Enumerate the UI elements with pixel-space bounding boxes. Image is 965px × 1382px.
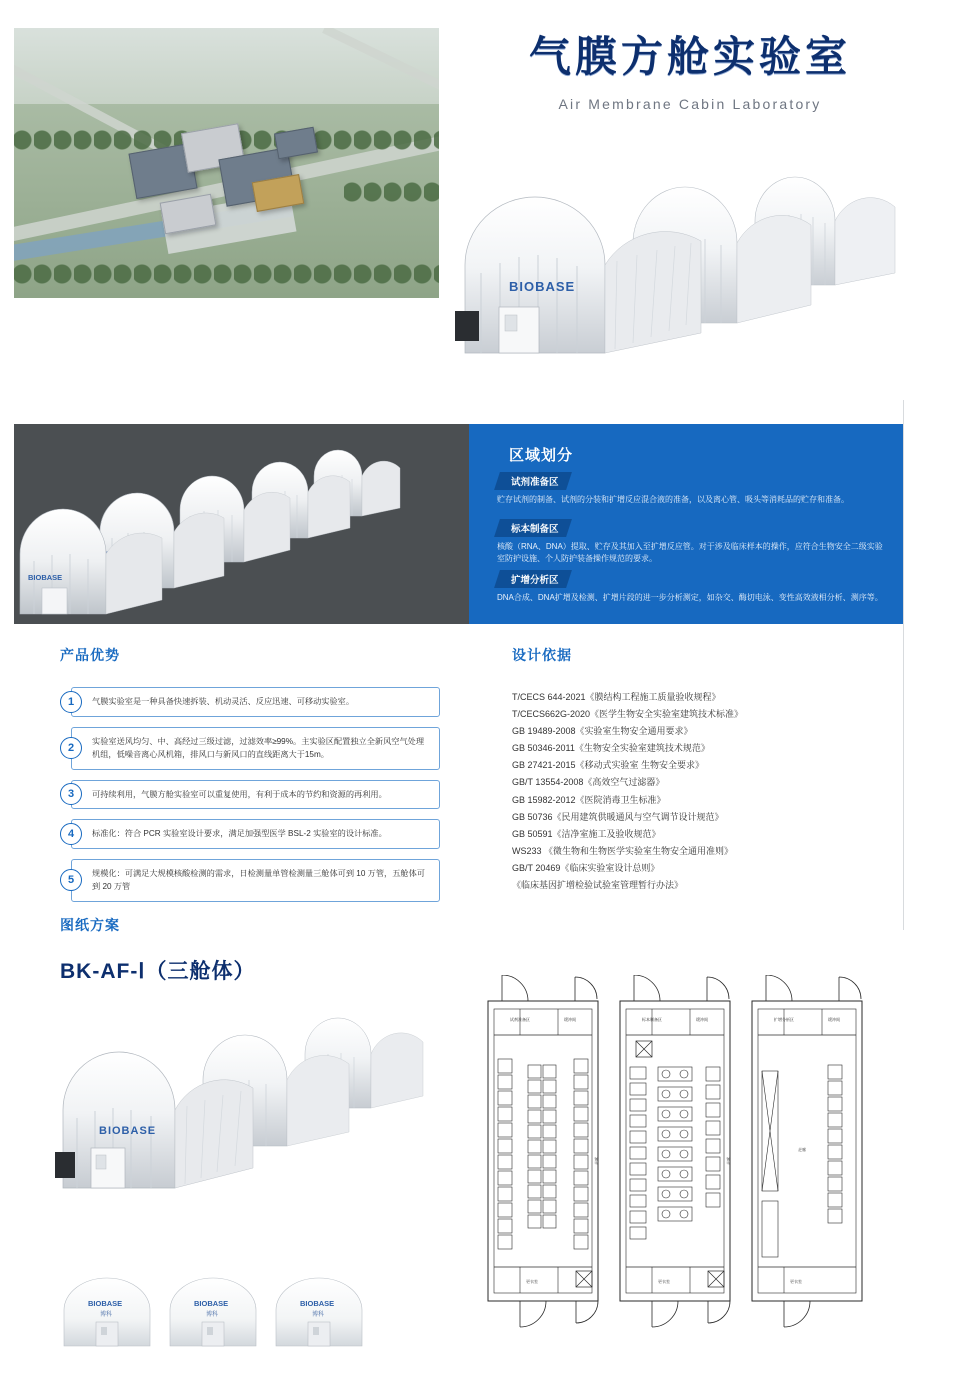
basis-item: GB 50736《民用建筑供暖通风与空气调节设计规范》	[512, 811, 724, 822]
page-header	[0, 0, 965, 400]
cabin-render-header	[455, 155, 955, 385]
advantage-text: 可持续利用，气膜方舱实验室可以重复使用，有利于成本的节约和资源的再利用。	[71, 780, 440, 810]
basis-item: GB 19489-2008《实验室生物安全通用要求》	[512, 726, 693, 737]
advantage-text: 实验室送风均匀、中、高经过三级过滤，过滤效率≥99%。主实验区配置独立全新风空气处理机组，低噪音离心风机箱，排风口与新风口的直线距离大于15m。	[71, 727, 440, 770]
zone-item-amplification	[497, 570, 887, 604]
svg-text:缓冲间: 缓冲间	[828, 1017, 840, 1022]
page-subtitle: Air Membrane Cabin Laboratory	[558, 96, 822, 112]
advantage-item	[60, 859, 440, 902]
photo-trees	[14, 260, 439, 290]
svg-text:BIOBASE: BIOBASE	[28, 573, 63, 582]
svg-text:走廊: 走廊	[594, 1157, 599, 1165]
design-basis-list	[512, 689, 912, 894]
zone-tag-label: 扩增分析区	[511, 575, 559, 586]
advantage-text: 气膜实验室是一种具备快速拆装、机动灵活、反应迅速、可移动实验室。	[71, 687, 440, 717]
zone-band	[0, 424, 965, 624]
zone-body: DNA合成、DNA扩增及检测、扩增片段的进一步分析测定，如杂交、酶切电泳、变性高效液相分析、测序等。	[497, 593, 883, 602]
advantage-item	[60, 819, 440, 849]
cabin-render-dark	[14, 424, 469, 624]
basis-item: T/CECS 644-2021《膜结构工程施工质量验收规程》	[512, 692, 721, 702]
basis-item: 《临床基因扩增检验试验室管理暂行办法》	[512, 880, 684, 891]
zone-tag-label: 试剂准备区	[511, 477, 559, 488]
model-name: BK-AF-Ⅰ（三舱体）	[60, 960, 256, 983]
svg-text:博科: 博科	[206, 1312, 219, 1318]
advantage-number: 4	[60, 823, 82, 845]
advantages-list	[60, 687, 440, 902]
basis-item: GB 15982-2012《医院消毒卫生标准》	[512, 794, 666, 805]
advantage-text: 标准化：符合 PCR 实验室设计要求，满足加强型医学 BSL-2 实验室的设计标准。	[71, 819, 440, 849]
zone-title: 区域划分	[509, 447, 574, 464]
svg-text:BIOBASE: BIOBASE	[88, 1299, 123, 1308]
zone-panel	[469, 424, 903, 624]
advantages-title: 产品优势	[60, 647, 120, 663]
zone-tag-label: 标本制备区	[511, 524, 559, 535]
svg-text:缓冲间: 缓冲间	[696, 1017, 708, 1022]
zone-tag	[494, 519, 571, 537]
svg-text:标本制备区: 标本制备区	[642, 1017, 662, 1022]
drawing-title: 图纸方案	[60, 917, 120, 933]
advantage-number: 2	[60, 737, 82, 759]
zone-body: 贮存试剂的制备、试剂的分装和扩增反应混合液的准备，以及离心管、吸头等消耗品的贮存和准备。	[497, 495, 849, 504]
design-basis-title: 设计依据	[512, 647, 572, 663]
basis-item: GB 50346-2011《生物安全实验室建筑技术规范》	[512, 743, 710, 754]
zone-item-reagent	[497, 472, 887, 506]
basis-item: WS233 《微生物和生物医学实验室生物安全通用准则》	[512, 845, 734, 856]
zone-tag	[494, 570, 571, 588]
svg-text:更衣室: 更衣室	[526, 1279, 538, 1284]
basis-item: GB 27421-2015《移动式实验室 生物安全要求》	[512, 760, 705, 771]
basis-item: GB/T 20469《临床实验室设计总则》	[512, 862, 660, 873]
svg-text:试剂准备区: 试剂准备区	[510, 1017, 530, 1022]
advantages-section	[60, 645, 440, 912]
floor-plan-drawing	[480, 975, 870, 1335]
advantage-item	[60, 780, 440, 810]
svg-text:更衣室: 更衣室	[658, 1279, 670, 1284]
svg-text:BIOBASE: BIOBASE	[509, 279, 576, 294]
basis-item: GB 50591《洁净室施工及验收规范》	[512, 828, 661, 839]
svg-text:走廊: 走廊	[726, 1157, 731, 1165]
cabin-render-large	[55, 1000, 455, 1210]
svg-text:更衣室: 更衣室	[790, 1279, 802, 1284]
advantage-number: 3	[60, 783, 82, 805]
advantage-item	[60, 687, 440, 717]
zone-body: 核酸（RNA、DNA）提取、贮存及其加入至扩增反应管。对于涉及临床样本的操作，应符合生物安全二级实验室防护设施、个人防护装备操作规范的要求。	[497, 542, 883, 564]
svg-text:BIOBASE: BIOBASE	[194, 1299, 229, 1308]
svg-text:缓冲间: 缓冲间	[564, 1017, 576, 1022]
design-basis-section	[512, 645, 912, 910]
title-block	[440, 24, 940, 112]
svg-text:BIOBASE: BIOBASE	[300, 1299, 335, 1308]
basis-item: T/CECS662G-2020《医学生物安全实验室建筑技术标准》	[512, 709, 744, 720]
aerial-photo	[14, 28, 439, 298]
advantage-number: 1	[60, 691, 82, 713]
svg-text:博科: 博科	[312, 1312, 325, 1318]
svg-text:扩增分析区: 扩增分析区	[774, 1017, 794, 1022]
photo-trees	[344, 178, 439, 208]
advantage-text: 规模化：可满足大规模核酸检测的需求，日检测量单管检测量三舱体可到 10 万管，五舱体可到 20 万管	[71, 859, 440, 902]
zone-tag	[494, 472, 571, 490]
advantage-item	[60, 727, 440, 770]
svg-text:走廊: 走廊	[798, 1147, 806, 1152]
zone-item-sample	[497, 519, 887, 566]
basis-item: GB/T 13554-2008《高效空气过滤器》	[512, 777, 665, 788]
advantage-number: 5	[60, 869, 82, 891]
page-title: 气膜方舱实验室	[528, 35, 851, 81]
svg-text:BIOBASE: BIOBASE	[99, 1125, 157, 1137]
cabin-front-views	[60, 1270, 390, 1360]
svg-text:博科: 博科	[100, 1312, 113, 1318]
